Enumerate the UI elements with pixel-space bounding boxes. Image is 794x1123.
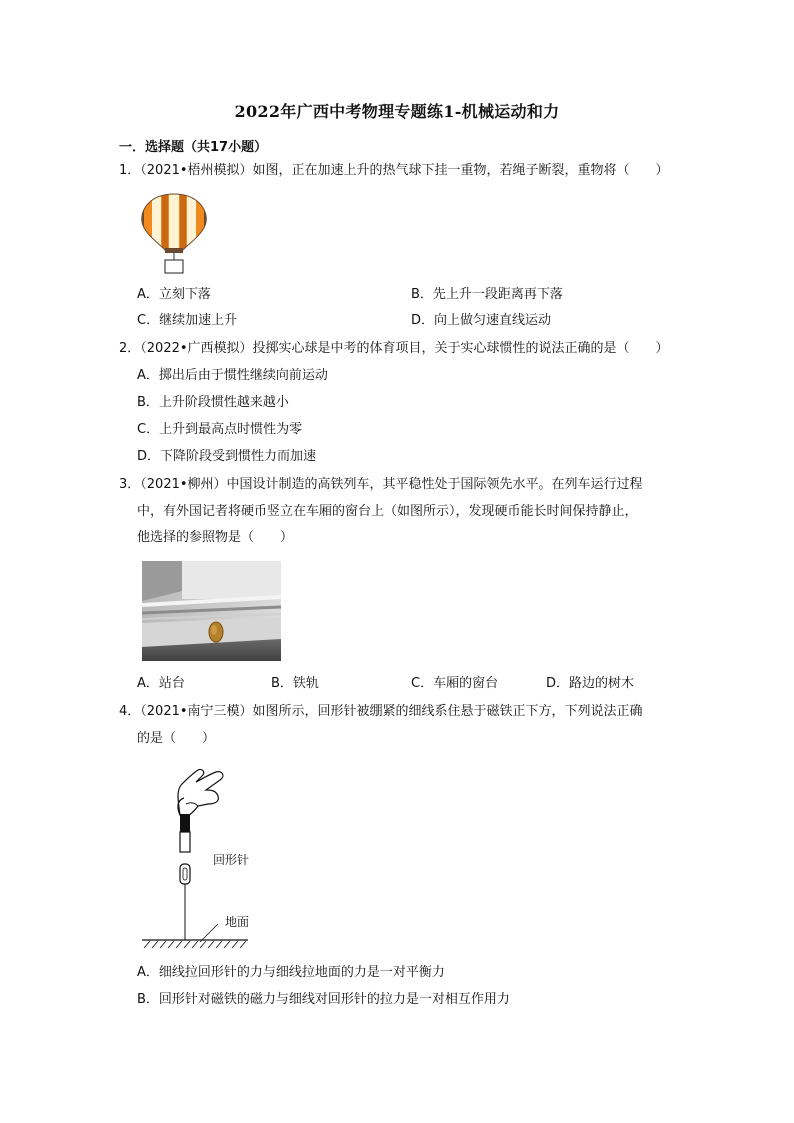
q1-option-a: A．立刻下落 (137, 287, 211, 302)
q1-option-d: D．向上做匀速直线运动 (411, 313, 552, 328)
question-4-stem-line-2: 的是（ ） (137, 731, 216, 746)
question-3-stem-line-1: 3．（2021•柳州）中国设计制造的高铁列车，其平稳性处于国际领先水平。在列车运行过程 (119, 477, 643, 492)
q2-option-c: C．上升到最高点时惯性为零 (137, 422, 303, 437)
q3-option-d: D．路边的树木 (546, 676, 635, 691)
q3-option-c: C．车厢的窗台 (411, 676, 499, 691)
q4-option-b: B．回形针对磁铁的磁力与细线对回形针的拉力是一对相互作用力 (137, 992, 510, 1007)
section-heading: 一．选择题（共17小题） (119, 140, 268, 155)
question-3-stem-line-2: 中，有外国记者将硬币竖立在车厢的窗台上（如图所示），发现硬币能长时间保持静止， (137, 504, 638, 519)
page-title: 2022年广西中考物理专题练1-机械运动和力 (234, 102, 560, 121)
q4-option-a: A．细线拉回形针的力与细线拉地面的力是一对平衡力 (137, 965, 445, 980)
hot-air-balloon-figure (138, 192, 210, 276)
question-2-stem: 2．（2022•广西模拟）投掷实心球是中考的体育项目，关于实心球惯性的说法正确的是（ ） (119, 341, 669, 356)
q2-option-a: A．掷出后由于惯性继续向前运动 (137, 368, 328, 383)
question-3-stem-line-3: 他选择的参照物是（ ） (137, 530, 294, 545)
paperclip-label: 回形针 (213, 853, 250, 867)
question-4-stem-line-1: 4．（2021•南宁三模）如图所示，回形针被绷紧的细线系住悬于磁铁正下方，下列说法正确 (119, 704, 643, 719)
ground-label: 地面 (225, 915, 250, 929)
q1-option-c: C．继续加速上升 (137, 313, 238, 328)
q3-option-a: A．站台 (137, 676, 185, 691)
q2-option-b: B．上升阶段惯性越来越小 (137, 395, 289, 410)
question-1-stem: 1．（2021•梧州模拟）如图，正在加速上升的热气球下挂一重物，若绳子断裂，重物将（ ） (119, 163, 669, 178)
q1-option-b: B．先上升一段距离再下落 (411, 287, 563, 302)
train-window-coin-photo (142, 561, 281, 661)
q2-option-d: D．下降阶段受到惯性力而加速 (137, 449, 317, 464)
q3-option-b: B．铁轨 (271, 676, 319, 691)
